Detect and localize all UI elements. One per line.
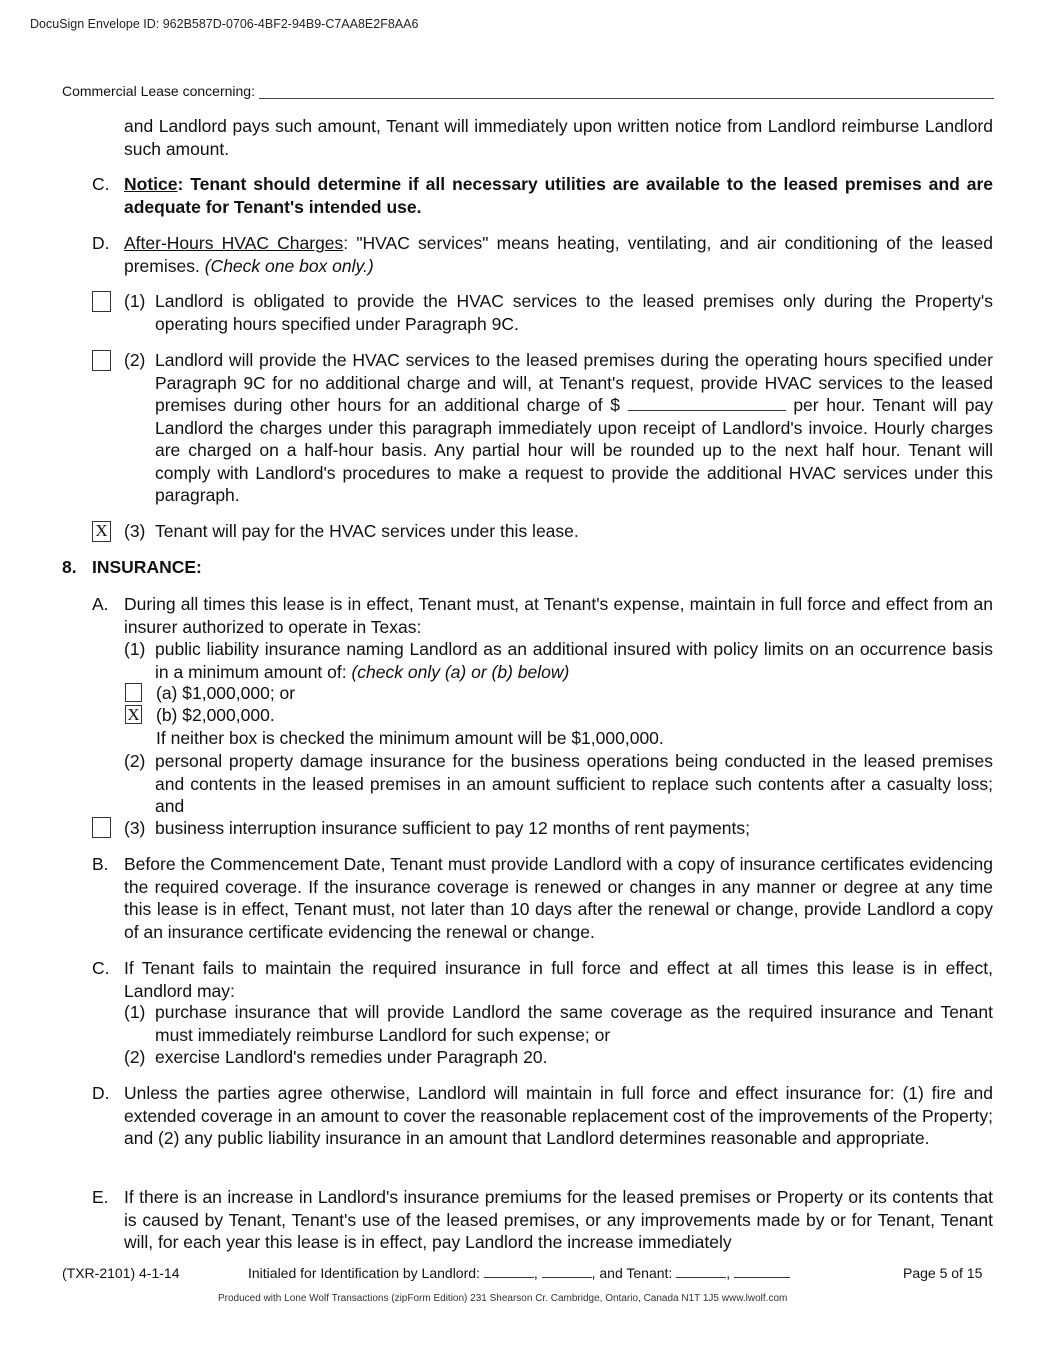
hvac-option-1-num: (1) (124, 291, 146, 311)
insurance-a-3-num: (3) (124, 818, 146, 838)
insurance-neither-note: If neither box is checked the minimum amount will be $1,000,000. (156, 728, 664, 748)
insurance-c-text: If Tenant fails to maintain the required insurance in full force and effect at all times this lease is in effect, Landlord may: (124, 958, 993, 1001)
insurance-c-2-text: exercise Landlord's remedies under Paragraph 20. (155, 1047, 548, 1067)
section-c-title: Notice (124, 174, 178, 194)
initials-comma-2: , (726, 1265, 731, 1281)
produced-by-line: Produced with Lone Wolf Transactions (zipForm Edition) 231 Shearson Cr. Cambridge, Ontario, Canada N1T 1J5 www.lwolf.com (218, 1293, 788, 1304)
hvac-option-2-checkbox[interactable] (92, 350, 111, 371)
hvac-option-3-text: Tenant will pay for the HVAC services under this lease. (155, 521, 579, 541)
concerning-label: Commercial Lease concerning: (62, 83, 255, 99)
insurance-e-text: If there is an increase in Landlord's insurance premiums for the leased premises or Property or its contents that is caused by Tenant, Tenant's use of the leased premises, or any improvements made by or for Tenant, Tenant will, for each year this lease is in effect, pay Landlord the increase immediately (124, 1187, 993, 1252)
limit-2m-text: (b) $2,000,000. (156, 705, 275, 725)
hvac-option-2-text-a: Landlord will provide the HVAC services to the leased premises during the operating hours specified under Paragraph 9C for no additional charge and will, at Tenant's request, provide HVAC services to the leased premises during other hours for an additional charge of $ (155, 350, 993, 415)
section-8-title: INSURANCE: (92, 557, 202, 577)
tenant-initial-2-field[interactable] (734, 1265, 790, 1278)
hvac-option-2-text-b: per hour. Tenant will pay Landlord the charges under this paragraph immediately upon receipt of Landlord's invoice. Hourly charges are charged on a half-hour basis. Any partial hour will be rounded up to the next half hour. Tenant will comply with Landlord's procedures to make a request to provide the additional HVAC services under this paragraph. (155, 395, 993, 505)
insurance-a-text: During all times this lease is in effect, Tenant must, at Tenant's expense, maintain in full force and effect from an insurer authorized to operate in Texas: (124, 594, 993, 637)
insurance-b-label: B. (92, 854, 109, 874)
initials-row (248, 1265, 790, 1281)
insurance-c-label: C. (92, 958, 110, 978)
insurance-a-3-text: business interruption insurance sufficient to pay 12 months of rent payments; (155, 818, 751, 838)
section-c-label: C. (92, 174, 110, 194)
envelope-id: DocuSign Envelope ID: 962B587D-0706-4BF2-94B9-C7AA8E2F8AA6 (30, 17, 419, 31)
section-d-note: (Check one box only.) (204, 255, 374, 276)
insurance-c-1-num: (1) (124, 1002, 146, 1022)
insurance-d-text: Unless the parties agree otherwise, Landlord will maintain in full force and effect insurance for: (1) fire and extended coverage in an amount to cover the reasonable replacement cost of the improvements of the Property; and (2) any public liability insurance in an amount that Landlord determines reasonable and appropriate. (124, 1083, 993, 1148)
continuation-text: and Landlord pays such amount, Tenant will immediately upon written notice from Landlord reimburse Landlord such amount. (124, 116, 993, 159)
business-interruption-checkbox[interactable] (92, 817, 111, 838)
insurance-a-label: A. (92, 594, 109, 614)
section-d-intro (124, 232, 993, 277)
insurance-a-1-text: public liability insurance naming Landlord as an additional insured with policy limits on an occurrence basis in a minimum amount of: (155, 639, 993, 682)
hvac-option-1-text: Landlord is obligated to provide the HVAC services to the leased premises only during the Property's operating hours specified under Paragraph 9C. (155, 291, 993, 334)
form-id: (TXR-2101) 4-1-14 (62, 1265, 180, 1281)
limit-1m-checkbox[interactable] (125, 683, 142, 702)
hvac-option-1-checkbox[interactable] (92, 291, 111, 312)
and-tenant-label: , and Tenant: (591, 1265, 673, 1281)
initialed-landlord-label: Initialed for Identification by Landlord: (248, 1265, 480, 1281)
hvac-option-2-body (155, 349, 993, 507)
insurance-e-label: E. (92, 1187, 109, 1207)
insurance-a-1-body (155, 638, 993, 683)
tenant-initial-1-field[interactable] (676, 1265, 726, 1278)
hvac-option-2-num: (2) (124, 350, 146, 370)
insurance-a-2-num: (2) (124, 751, 146, 771)
landlord-initial-2-field[interactable] (542, 1265, 592, 1278)
insurance-a-1-num: (1) (124, 639, 146, 659)
section-d-title: After-Hours HVAC Charges (124, 233, 344, 253)
limit-1m-text: (a) $1,000,000; or (156, 683, 296, 703)
insurance-a-1-note: (check only (a) or (b) below) (351, 661, 570, 682)
section-c-notice (124, 173, 993, 218)
page-number: Page 5 of 15 (903, 1265, 983, 1281)
section-c-text: : Tenant should determine if all necessary utilities are available to the leased premises and are adequate for Tenant's intended use. (124, 174, 993, 217)
hvac-option-3-num: (3) (124, 521, 146, 541)
concerning-field[interactable] (259, 84, 994, 99)
insurance-a-2-text: personal property damage insurance for the business operations being conducted in the leased premises and contents in the leased premises in an amount sufficient to replace such contents after a casualty loss; and (155, 751, 993, 816)
hvac-option-3-checkbox[interactable]: X (92, 521, 111, 542)
section-d-label: D. (92, 233, 110, 253)
insurance-b-text: Before the Commencement Date, Tenant must provide Landlord with a copy of insurance certificates evidencing the required coverage. If the insurance coverage is renewed or changes in any manner or degree at any time this lease is in effect, Tenant must, not later than 10 days after the renewal or change, provide Landlord a copy of an insurance certificate evidencing the renewal or change. (124, 854, 993, 942)
limit-2m-checkbox[interactable]: X (125, 705, 142, 724)
landlord-initial-1-field[interactable] (484, 1265, 534, 1278)
hvac-charge-field[interactable] (628, 396, 786, 411)
concerning-header (62, 83, 994, 99)
insurance-c-1-text: purchase insurance that will provide Landlord the same coverage as the required insurance and Tenant must immediately reimburse Landlord for such expense; or (155, 1002, 993, 1045)
insurance-d-label: D. (92, 1083, 110, 1103)
section-8-label: 8. (62, 557, 77, 577)
insurance-c-2-num: (2) (124, 1047, 146, 1067)
section-d-text: : "HVAC services" means heating, ventilating, and air conditioning of the leased premises. (124, 233, 993, 276)
initials-comma-1: , (533, 1265, 538, 1281)
